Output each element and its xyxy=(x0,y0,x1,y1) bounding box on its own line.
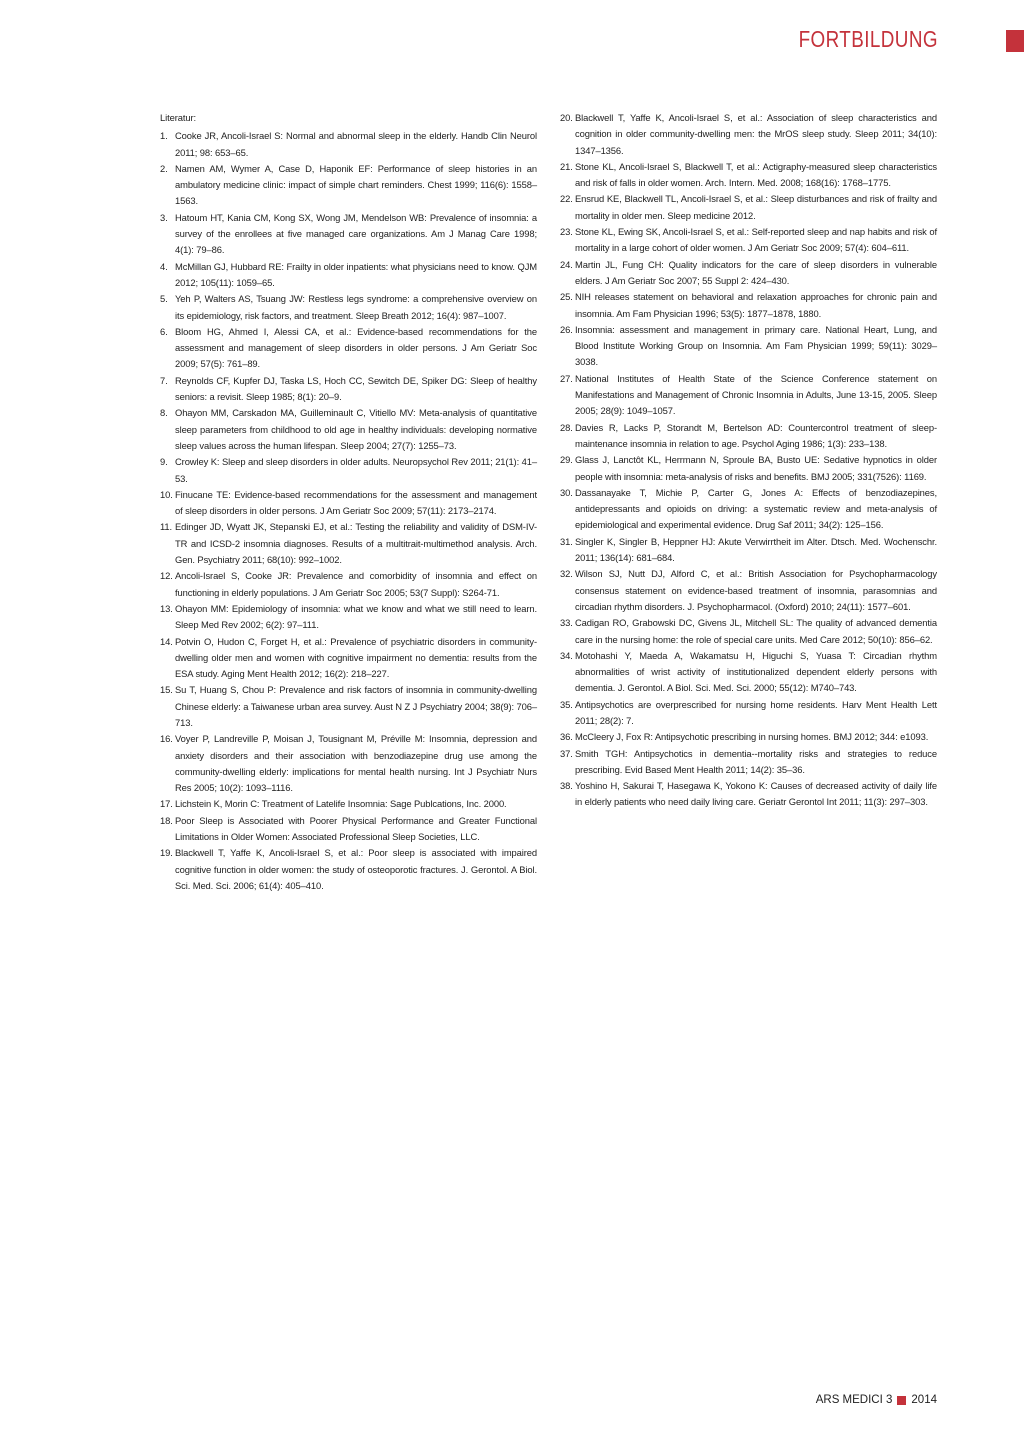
reference-text: Stone KL, Ancoli-Israel S, Blackwell T, et al.: Actigraphy-measured sleep characteristics and risk of falls in older women. Arch. Intern. Med. 2008; 168(16): 1768–1775. xyxy=(575,160,937,189)
reference-item xyxy=(160,568,537,601)
reference-text: Smith TGH: Antipsychotics in dementia--mortality risks and strategies to reduce prescribing. Evid Based Ment Health 2011; 14(2): 35–36. xyxy=(575,747,937,775)
reference-text: McCleery J, Fox R: Antipsychotic prescribing in nursing homes. BMJ 2012; 344: e1093. xyxy=(575,731,929,743)
reference-text: NIH releases statement on behavioral and relaxation approaches for chronic pain and insomnia. Am Fam Physician 1996; 53(5): 1877–1878, 1880. xyxy=(575,291,937,319)
reference-item xyxy=(160,210,537,259)
section-color-bar xyxy=(1006,30,1024,52)
reference-number: 37. xyxy=(560,747,573,759)
reference-list-left xyxy=(160,128,537,894)
reference-item xyxy=(160,324,537,373)
reference-text: Singler K, Singler B, Heppner HJ: Akute Verwirrtheit im Alter. Dtsch. Med. Wochenschr. 2011; 136(14): 681–684. xyxy=(575,535,937,564)
reference-item xyxy=(560,371,937,420)
reference-text: McMillan GJ, Hubbard RE: Frailty in older inpatients: what physicians need to know. QJM 2012; 105(11): 1059–65. xyxy=(175,260,537,288)
reference-number: 19. xyxy=(160,847,173,859)
reference-text: Motohashi Y, Maeda A, Wakamatsu H, Higuchi S, Yuasa T: Circadian rhythm abnormalities of wrist activity of institutionalized dependent elderly persons with dementia. J. Gerontol. A Biol. Sci. Med. Sci. 2000; 55(12): M740–743. xyxy=(575,649,937,694)
reference-item xyxy=(160,487,537,520)
reference-item xyxy=(160,813,537,846)
footer-square-icon xyxy=(897,1396,906,1405)
reference-item xyxy=(160,405,537,454)
reference-text: Ancoli-Israel S, Cooke JR: Prevalence and comorbidity of insomnia and effect on functioning in elderly populations. J Am Geriatr Soc 2005; 53(7 Suppl): S264-71. xyxy=(175,570,537,598)
reference-item xyxy=(160,259,537,292)
reference-text: Finucane TE: Evidence-based recommendations for the assessment and management of sleep disorders in older persons. J Am Geriatr Soc 2009; 57(11): 2173–2174. xyxy=(175,488,537,517)
reference-number: 33. xyxy=(560,617,573,629)
reference-number: 20. xyxy=(560,112,573,123)
reference-number: 15. xyxy=(160,684,173,696)
reference-number: 18. xyxy=(160,814,173,826)
references-left-column xyxy=(160,110,537,894)
reference-text: Poor Sleep is Associated with Poorer Physical Performance and Greater Functional Limitations in Older Women: Associated Professional Sleep Societies, LLC. xyxy=(175,814,537,843)
reference-text: Cooke JR, Ancoli-Israel S: Normal and abnormal sleep in the elderly. Handb Clin Neurol 2011; 98: 653–65. xyxy=(175,130,537,158)
reference-item xyxy=(560,534,937,567)
reference-number: 28. xyxy=(560,421,573,433)
reference-text: Lichstein K, Morin C: Treatment of Latelife Insomnia: Sage Publcations, Inc. 2000. xyxy=(175,798,507,810)
reference-text: Potvin O, Hudon C, Forget H, et al.: Prevalence of psychiatric disorders in community-dwelling older men and women with cognitive impairment no dementia: results from the ESA study. Aging Ment Health 2012; 16(2): 218–227. xyxy=(175,635,537,680)
reference-number: 7. xyxy=(160,374,168,386)
reference-item xyxy=(160,845,537,894)
reference-text: Bloom HG, Ahmed I, Alessi CA, et al.: Evidence-based recommendations for the assessment and management of sleep disorders in older persons. J Am Geriatr Soc 2009; 57(5): 761–89. xyxy=(175,325,537,370)
journal-name: ARS MEDICI 3 xyxy=(815,1394,893,1406)
reference-number: 31. xyxy=(560,535,573,547)
reference-item xyxy=(560,110,937,159)
reference-text: Antipsychotics are overprescribed for nursing home residents. Harv Ment Health Lett 2011; 28(2): 7. xyxy=(575,698,937,726)
reference-item xyxy=(560,746,937,779)
reference-text: Wilson SJ, Nutt DJ, Alford C, et al.: British Association for Psychopharmacology consensus statement on evidence-based treatment of insomnia, parasomnias and circadian rhythm disorders. J. Psychopharmacol. (Oxford) 2010; 24(11): 1577–601. xyxy=(575,568,937,612)
journal-year: 2014 xyxy=(911,1394,937,1406)
reference-text: Blackwell T, Yaffe K, Ancoli-Israel S, et al.: Association of sleep characteristics and cognition in older community-dwelling men: the MrOS sleep study. Sleep 2011; 34(10): 1347–1356. xyxy=(575,112,937,156)
reference-list-right xyxy=(560,110,937,811)
reference-number: 26. xyxy=(560,323,573,335)
reference-text: Dassanayake T, Michie P, Carter G, Jones A: Effects of benzodiazepines, antidepressants and opioids on driving: a systematic review and meta-analysis of epidemiological and experimental evidence. Drug Saf 2011; 34(2): 125–156. xyxy=(575,486,937,531)
reference-number: 32. xyxy=(560,568,573,580)
reference-number: 11. xyxy=(160,521,173,533)
page-footer xyxy=(816,1394,937,1406)
reference-item xyxy=(560,729,937,745)
reference-item xyxy=(160,682,537,731)
reference-number: 9. xyxy=(160,456,168,468)
reference-text: Martin JL, Fung CH: Quality indicators for the care of sleep disorders in vulnerable elders. J Am Geriatr Soc 2007; 55 Suppl 2: 424–430. xyxy=(575,258,937,286)
reference-text: Voyer P, Landreville P, Moisan J, Tousignant M, Préville M: Insomnia, depression and anxiety disorders and their association with benzodiazepine drug use among the community-dwelling elderly: implications for mental health nursing. Int J Psychiatr Nurs Res 2005; 10(2): 1093–1116. xyxy=(175,733,537,794)
reference-item xyxy=(160,373,537,406)
reference-text: Blackwell T, Yaffe K, Ancoli-Israel S, et al.: Poor sleep is associated with impaired cognitive function in older women: the study of osteoporotic fractures. J. Gerontol. A Biol. Sci. Med. Sci. 2006; 61(4): 405–410. xyxy=(175,847,537,891)
reference-number: 29. xyxy=(560,454,573,466)
reference-number: 6. xyxy=(160,325,168,337)
reference-item xyxy=(560,322,937,371)
reference-number: 24. xyxy=(560,258,573,270)
reference-text: Edinger JD, Wyatt JK, Stepanski EJ, et al.: Testing the reliability and validity of DSM-IV-TR and ICSD-2 insomnia diagnoses. Results of a multitrait-multimethod analysis. Arch. Gen. Psychiatry 2011; 68(10): 992–1002. xyxy=(175,521,537,566)
reference-number: 13. xyxy=(160,602,173,614)
reference-item xyxy=(160,161,537,210)
reference-number: 23. xyxy=(560,226,573,238)
reference-item xyxy=(560,485,937,534)
reference-item xyxy=(560,452,937,485)
reference-item xyxy=(560,224,937,257)
reference-text: Stone KL, Ewing SK, Ancoli-Israel S, et al.: Self-reported sleep and nap habits and risk of mortality in a large cohort of older women. J Am Geriatr Soc 2009; 57(4): 604–611. xyxy=(575,226,937,254)
reference-item xyxy=(560,778,937,811)
reference-number: 22. xyxy=(560,193,573,205)
reference-text: Davies R, Lacks P, Storandt M, Bertelson AD: Countercontrol treatment of sleep-maintenance insomnia in relation to age. Psychol Aging 1986; 1(3): 233–138. xyxy=(575,421,937,449)
reference-number: 38. xyxy=(560,780,573,792)
reference-number: 35. xyxy=(560,698,573,710)
reference-text: Reynolds CF, Kupfer DJ, Taska LS, Hoch CC, Sewitch DE, Spiker DG: Sleep of healthy seniors: a revisit. Sleep 1985; 8(1): 20–9. xyxy=(175,374,537,403)
reference-number: 10. xyxy=(160,488,173,500)
section-title: FORTBILDUNG xyxy=(798,26,938,52)
reference-text: Yoshino H, Sakurai T, Hasegawa K, Yokono K: Causes of decreased activity of daily life in elderly patients who need daily living care. Geriatr Gerontol Int 2011; 11(3): 297–303. xyxy=(575,780,937,808)
reference-item xyxy=(560,697,937,730)
reference-item xyxy=(560,191,937,224)
reference-number: 27. xyxy=(560,372,573,384)
reference-item xyxy=(560,566,937,615)
reference-item xyxy=(160,519,537,568)
literature-heading: Literatur: xyxy=(160,112,196,123)
reference-number: 2. xyxy=(160,162,168,174)
reference-number: 4. xyxy=(160,260,168,272)
reference-number: 8. xyxy=(160,407,168,419)
reference-item xyxy=(160,454,537,487)
reference-item xyxy=(560,648,937,697)
reference-text: Ohayon MM, Carskadon MA, Guilleminault C, Vitiello MV: Meta-analysis of quantitative sleep parameters from childhood to old age in healthy individuals: developing normative sleep values across the human lifespan. Sleep 2004; 27(7): 1255–73. xyxy=(175,407,537,451)
reference-item xyxy=(160,731,537,796)
reference-text: Ohayon MM: Epidemiology of insomnia: what we know and what we still need to learn. Sleep Med Rev 2002; 6(2): 97–111. xyxy=(175,602,537,631)
reference-item xyxy=(160,601,537,634)
reference-text: Ensrud KE, Blackwell TL, Ancoli-Israel S, et al.: Sleep disturbances and risk of frailty and mortality in older men. Sleep medicine 2012. xyxy=(575,193,937,221)
reference-item xyxy=(560,257,937,290)
reference-number: 25. xyxy=(560,291,573,303)
reference-number: 30. xyxy=(560,486,573,498)
reference-number: 14. xyxy=(160,635,173,647)
reference-item xyxy=(160,128,537,161)
reference-number: 5. xyxy=(160,293,168,305)
reference-number: 16. xyxy=(160,733,173,745)
reference-text: Namen AM, Wymer A, Case D, Haponik EF: Performance of sleep histories in an ambulatory medicine clinic: impact of simple chart reminders. Chest 1999; 116(6): 1558–1563. xyxy=(175,162,537,207)
reference-text: National Institutes of Health State of the Science Conference statement on Manifestations and Management of Chronic Insomnia in Adults, June 13-15, 2005. Sleep 2005; 28(9): 1049–1057. xyxy=(575,372,937,417)
reference-number: 3. xyxy=(160,211,168,223)
reference-item xyxy=(560,289,937,322)
reference-text: Glass J, Lanctôt KL, Herrmann N, Sproule BA, Busto UE: Sedative hypnotics in older people with insomnia: meta-analysis of risks and benefits. BMJ 2005; 331(7526): 1169. xyxy=(575,454,937,482)
reference-number: 34. xyxy=(560,649,573,661)
reference-text: Yeh P, Walters AS, Tsuang JW: Restless legs syndrome: a comprehensive overview on its epidemiology, risk factors, and treatment. Sleep Breath 2012; 16(4): 987–1007. xyxy=(175,293,537,321)
reference-item xyxy=(560,420,937,453)
reference-item xyxy=(160,634,537,683)
reference-text: Insomnia: assessment and management in primary care. National Heart, Lung, and Blood Institute Working Group on Insomnia. Am Fam Physician 1999; 59(11): 3029–3038. xyxy=(575,323,937,368)
reference-text: Su T, Huang S, Chou P: Prevalence and risk factors of insomnia in community-dwelling Chinese elderly: a Taiwanese urban area survey. Aust N Z J Psychiatry 2004; 38(9): 706–713. xyxy=(175,684,537,728)
reference-item xyxy=(160,796,537,812)
reference-number: 17. xyxy=(160,798,173,810)
reference-item xyxy=(160,291,537,324)
references-right-column xyxy=(560,110,937,811)
reference-number: 1. xyxy=(160,130,168,142)
reference-text: Hatoum HT, Kania CM, Kong SX, Wong JM, Mendelson WB: Prevalence of insomnia: a survey of the enrollees at five managed care organizations. Am J Manag Care 1998; 4(1): 79–86. xyxy=(175,211,537,256)
reference-item xyxy=(560,159,937,192)
reference-number: 12. xyxy=(160,570,173,582)
reference-text: Cadigan RO, Grabowski DC, Givens JL, Mitchell SL: The quality of advanced dementia care in the nursing home: the role of special care units. Med Care 2012; 50(10): 856–62. xyxy=(575,617,937,645)
reference-number: 21. xyxy=(560,160,573,172)
reference-number: 36. xyxy=(560,731,573,743)
reference-item xyxy=(560,615,937,648)
reference-text: Crowley K: Sleep and sleep disorders in older adults. Neuropsychol Rev 2011; 21(1): 41–53. xyxy=(175,456,537,484)
